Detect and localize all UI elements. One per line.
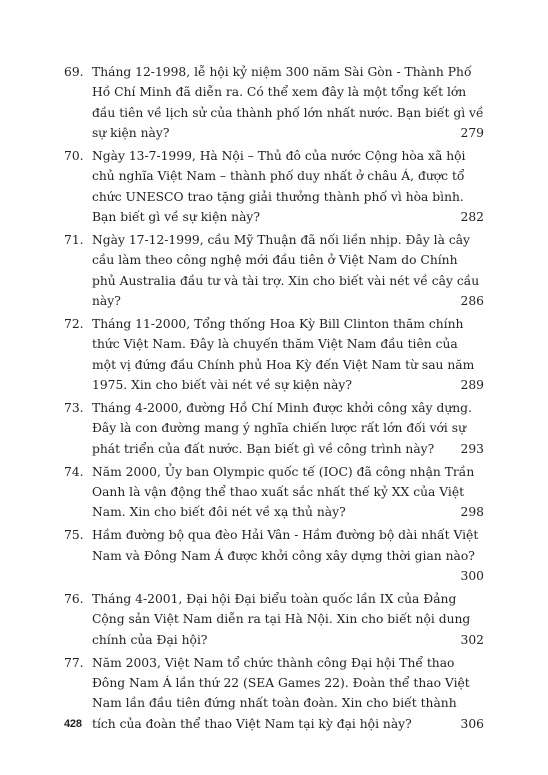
toc-entry (64, 146, 484, 228)
entry-body (92, 62, 484, 144)
entry-page-number: 300 (460, 569, 484, 584)
entry-page-number: 298 (460, 505, 484, 520)
entry-number: 72. (64, 317, 84, 332)
entry-body (92, 146, 484, 228)
toc-entry (64, 589, 484, 650)
entry-number: 69. (64, 65, 84, 79)
entry-page-number: 293 (460, 441, 484, 456)
page-folio-number: 428 (64, 718, 82, 730)
toc-entry (64, 398, 484, 459)
entry-number: 76. (64, 591, 84, 606)
entry-body (92, 230, 484, 312)
toc-entry (64, 653, 484, 735)
entry-text: Tháng 4-2001, Đại hội Đại biểu toàn quốc lần IX của Đảng Cộng sản Việt Nam diễn ra tại Hà Nội. Xin cho biết nội dung chính của Đại hội? (92, 591, 471, 647)
entry-body (92, 653, 484, 735)
entry-text: Năm 2000, Ủy ban Olympic quốc tế (IOC) đã công nhận Trần Oanh là vận động thể thao xuất sắc nhất thế kỷ XX của Việt Nam. Xin cho biết đôi nét về xạ thủ này? (92, 464, 475, 520)
entry-body (92, 462, 484, 523)
entry-text: Hầm đường bộ qua đèo Hải Vân - Hầm đường bộ dài nhất Việt Nam và Đông Nam Á được khởi công xây dựng thời gian nào? (92, 528, 479, 563)
toc-entry (64, 62, 484, 144)
entry-page-number: 286 (460, 294, 484, 309)
toc-entry (64, 314, 484, 396)
entry-number: 75. (64, 528, 84, 543)
entry-number: 74. (64, 464, 84, 479)
entry-number: 71. (64, 233, 84, 248)
entry-text: Tháng 12-1998, lễ hội kỷ niệm 300 năm Sài Gòn - Thành Phố Hồ Chí Minh đã diễn ra. Có thể xem đây là một tổng kết lớn đầu tiên về lịch sử của thành phố lớn nhất nước. Bạn biết gì về sự kiện này? (92, 65, 484, 141)
entry-number: 77. (64, 655, 84, 670)
entry-page-number: 279 (460, 126, 484, 141)
entry-page-number: 306 (460, 716, 484, 731)
table-of-contents (64, 62, 484, 737)
entry-page-number: 282 (460, 210, 484, 225)
entry-text: Năm 2003, Việt Nam tổ chức thành công Đại hội Thể thao Đông Nam Á lần thứ 22 (SEA Games 22). Đoàn thể thao Việt Nam lần đầu tiên đứng nhất toàn đoàn. Xin cho biết thành tích của đoàn thể thao Việt Nam tại kỳ đại hội này? (92, 655, 470, 731)
entry-page-number: 289 (460, 378, 484, 393)
entry-number: 73. (64, 401, 84, 416)
entry-body (92, 589, 484, 650)
entry-text: Tháng 11-2000, Tổng thống Hoa Kỳ Bill Clinton thăm chính thức Việt Nam. Đây là chuyến thăm Việt Nam đầu tiên của một vị đứng đầu Chính phủ Hoa Kỳ đến Việt Nam từ sau năm 1975. Xin cho biết vài nét về sự kiện này? (92, 317, 475, 393)
entry-body (92, 398, 484, 459)
toc-entry (64, 230, 484, 312)
entry-text: Ngày 17-12-1999, cầu Mỹ Thuận đã nối liền nhịp. Đây là cây cầu làm theo công nghệ mới đầu tiên ở Việt Nam do Chính phủ Australia đầu tư và tài trợ. Xin cho biết vài nét về cây cầu này? (92, 233, 480, 309)
entry-page-number: 302 (460, 632, 484, 647)
toc-entry (64, 525, 484, 586)
entry-body (92, 525, 484, 586)
entry-number: 70. (64, 149, 84, 164)
entry-text: Ngày 13-7-1999, Hà Nội – Thủ đô của nước Cộng hòa xã hội chủ nghĩa Việt Nam – thành phố duy nhất ở châu Á, được tổ chức UNESCO trao tặng giải thưởng thành phố vì hòa bình. Bạn biết gì về sự kiện này? (92, 149, 466, 225)
entry-text: Tháng 4-2000, đường Hồ Chí Minh được khởi công xây dựng. Đây là con đường mang ý nghĩa chiến lược rất lớn đối với sự phát triển của đất nước. Bạn biết gì về công trình này? (92, 401, 472, 456)
entry-body (92, 314, 484, 396)
toc-entry (64, 462, 484, 523)
